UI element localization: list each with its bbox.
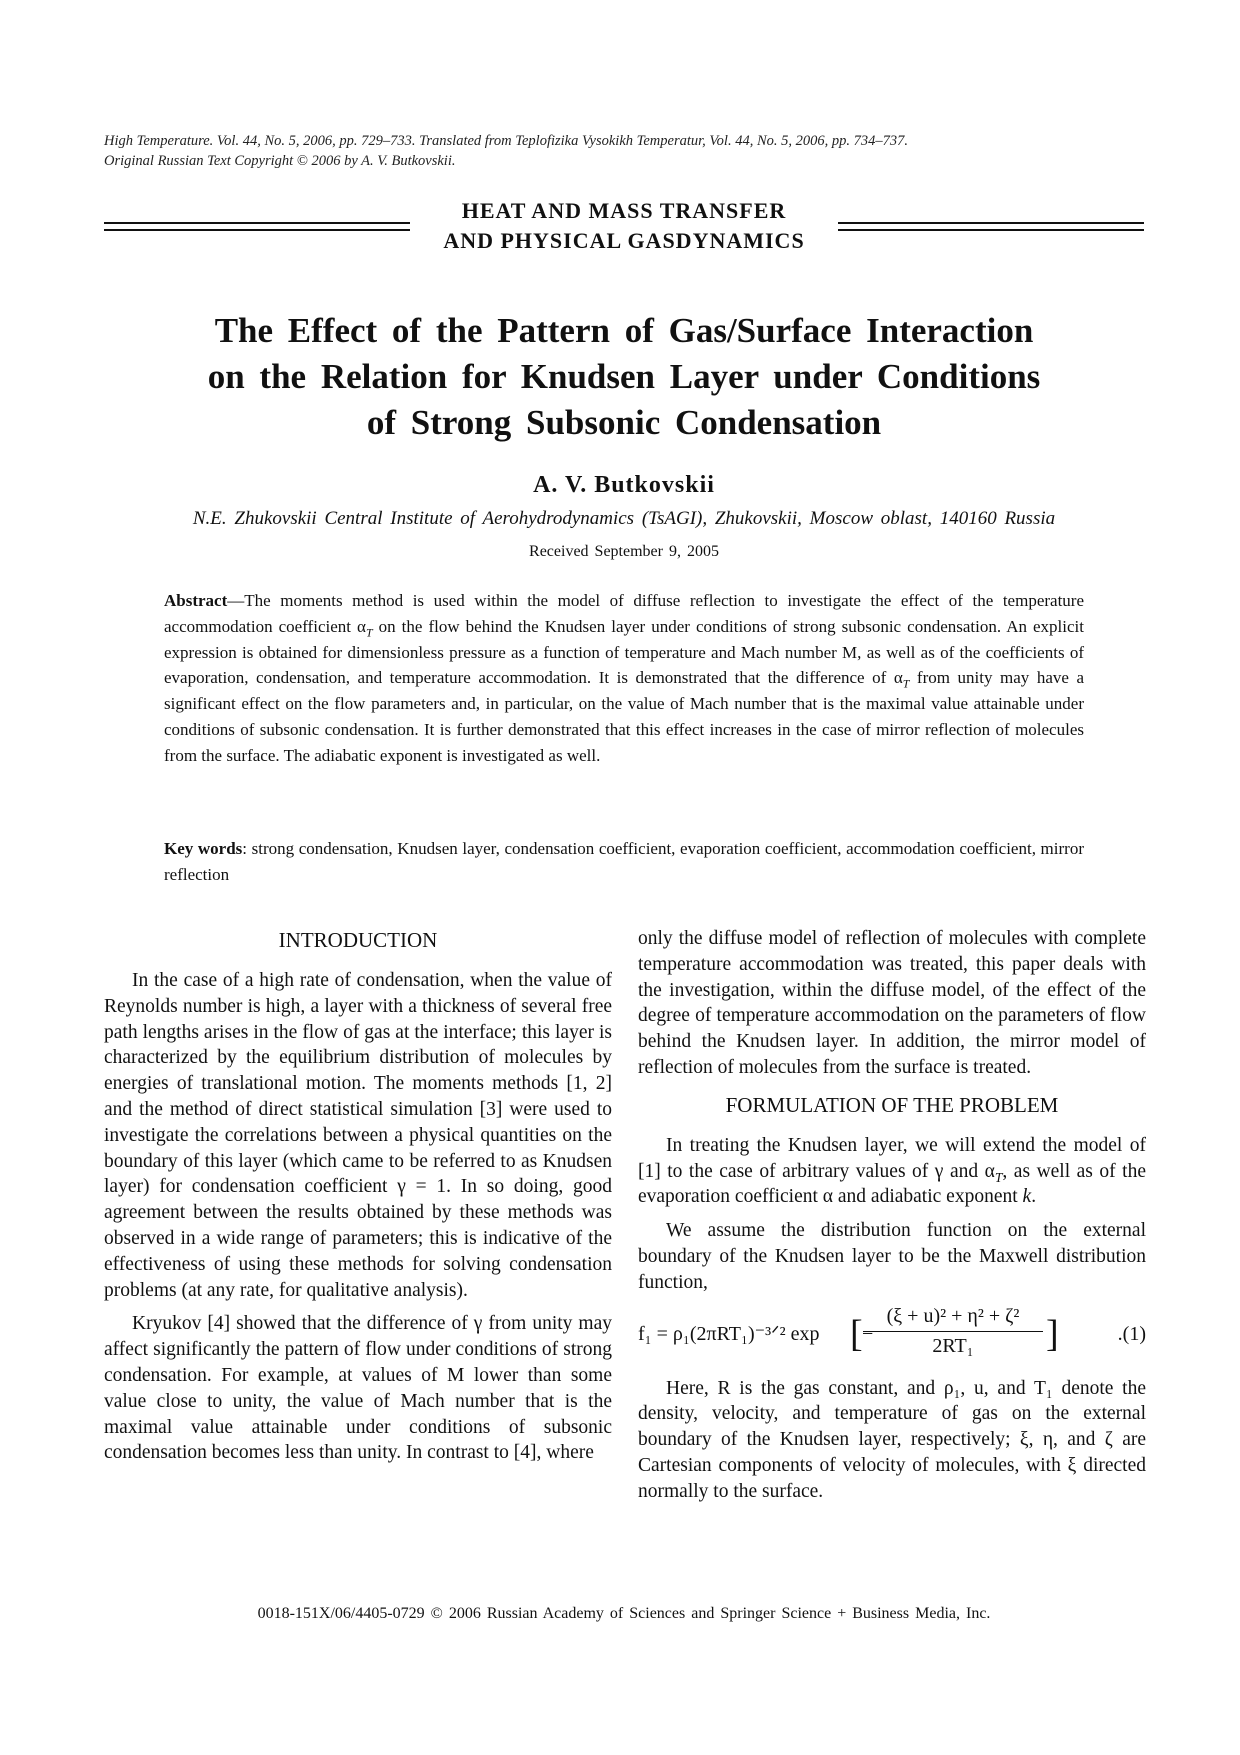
section-line-1: HEAT AND MASS TRANSFER — [461, 198, 787, 223]
formulation-paragraph-2: We assume the distribution function on the external boundary of the Knudsen layer to be the Maxwell distribution function, — [638, 1220, 1146, 1293]
minus-sign: − — [862, 1322, 874, 1345]
introduction-heading: INTRODUCTION — [278, 928, 438, 952]
copyright-footer: 0018-151X/06/4405-0729 © 2006 Russian Academy of Sciences and Springer Science + Business Media, Inc. — [257, 1605, 991, 1622]
equation-denominator: 2RT₁ — [932, 1335, 974, 1358]
intro-paragraph-2: Kryukov [4] showed that the difference of γ from unity may affect significantly the pattern of flow under conditions of strong condensation. For example, at values of M lower than some value close to unity, the value of Mach number that is the maximal value attainable under conditions of subsonic condensation becomes less than unity. In contrast to [4], where — [104, 1313, 612, 1464]
formulation-paragraph-3: Here, R is the gas constant, and ρ₁, u, and T₁ denote the density, velocity, and temperature of gas on the external boundary of the Knudsen layer, respectively; ξ, η, and ζ are Cartesian components of velocity of molecules, with ξ directed normally to the surface. — [638, 1377, 1146, 1502]
received-date: Received September 9, 2005 — [529, 543, 719, 560]
bracket-right: ] — [1046, 1312, 1059, 1355]
abstract — [164, 588, 1084, 769]
intro-paragraph-1: In the case of a high rate of condensation, when the value of Reynolds number is high, a layer with a thickness of several free path lengths arises in the flow of gas at the interface; this layer is characterized by the equilibrium distribution of molecules by energies of translational motion. The moments methods [1, 2] and the method of direct statistical simulation [3] were used to investigate the correlations between a physical quantities on the boundary of this layer (which came to be referred to as Knudsen layer) for condensation coefficient γ = 1. In so doing, good agreement between the results obtained by these methods was observed in a wide range of parameters; this is indicative of the effectiveness of using these methods for solving condensation problems (at any rate, for qualitative analysis). — [104, 970, 612, 1301]
abstract-label: Abstract — [164, 591, 228, 610]
formulation-k: k — [1022, 1186, 1032, 1208]
left-column — [104, 926, 612, 1466]
abstract-text-3: from unity may have a significant effect on the flow parameters and, in particular, on the value of Mach number that is the maximal value attainable under conditions of subsonic condensation. It is further demonstrated that this effect increases in the case of mirror reflection of molecules from the surface. The adiabatic exponent is investigated as well. — [164, 668, 1084, 765]
equation-number: .(1) — [1117, 1322, 1146, 1345]
abstract-text-2: on the flow behind the Knudsen layer under conditions of strong subsonic condensation. An explicit expression is obtained for dimensionless pressure as a function of temperature and Mach number M, as well as of the coefficients of evaporation, condensation, and temperature accommodation. It is demonstrated that the difference of α — [164, 616, 1084, 688]
keywords-label: Key words — [164, 839, 243, 858]
formulation-paragraph-1 — [638, 1133, 1146, 1210]
intro-paragraph-3: only the diffuse model of reflection of molecules with complete temperature accommodation was treated, this paper deals with the investigation, within the diffuse model, of the effect of the degree of temperature accommodation on the parameters of flow behind the Knudsen layer. In addition, the mirror model of reflection of molecules from the surface is treated. — [638, 928, 1146, 1078]
section-name — [104, 196, 1144, 256]
formulation-text-c: . — [1031, 1186, 1037, 1208]
title-line-2: on the Relation for Knudsen Layer under Conditions — [207, 357, 1041, 396]
keywords-text: : strong condensation, Knudsen layer, condensation coefficient, evaporation coefficient, accommodation coefficient, mirror reflection — [164, 839, 1084, 884]
section-banner — [104, 196, 1144, 256]
abstract-sub-2: T — [902, 676, 910, 691]
journal-line-2: Original Russian Text Copyright © 2006 by A. V. Butkovskii. — [104, 153, 456, 169]
equation-fraction — [863, 1304, 1043, 1361]
formulation-text-b: , as well as of the evaporation coefficient α and adiabatic exponent — [638, 1160, 1146, 1208]
author-affiliation: N.E. Zhukovskii Central Institute of Aerohydrodynamics (TsAGI), Zhukovskii, Moscow oblast, 140160 Russia — [192, 508, 1056, 529]
formulation-text-a: In treating the Knudsen layer, we will extend the model of [1] to the case of arbitrary values of γ and α — [638, 1134, 1146, 1182]
title-line-1: The Effect of the Pattern of Gas/Surface Interaction — [214, 311, 1034, 350]
equation-lhs: f₁ = ρ₁(2πRT₁)⁻³ᐟ² exp — [638, 1322, 820, 1345]
title-line-3: of Strong Subsonic Condensation — [366, 403, 882, 442]
author-name: A. V. Butkovskii — [533, 472, 715, 498]
equation-numerator: (ξ + u)² + η² + ζ² — [863, 1304, 1043, 1333]
keywords — [164, 836, 1084, 888]
journal-citation — [104, 131, 1144, 171]
abstract-sub-1: T — [365, 625, 373, 640]
journal-line-1: High Temperature. Vol. 44, No. 5, 2006, pp. 729–733. Translated from Teplofizika Vysokikh Temperatur, Vol. 44, No. 5, 2006, pp. 734–737. — [104, 133, 908, 149]
formulation-heading: FORMULATION OF THE PROBLEM — [725, 1092, 1059, 1117]
abstract-text-1: —The moments method is used within the model of diffuse reflection to investigate the effect of the temperature accommodation coefficient α — [164, 591, 1084, 636]
right-column — [638, 926, 1146, 1505]
equation-1 — [638, 1302, 1146, 1368]
formulation-sub: T — [994, 1169, 1003, 1185]
section-line-2: AND PHYSICAL GASDYNAMICS — [443, 228, 805, 253]
paper-title — [104, 308, 1144, 446]
bracket-left: [ — [850, 1312, 863, 1355]
